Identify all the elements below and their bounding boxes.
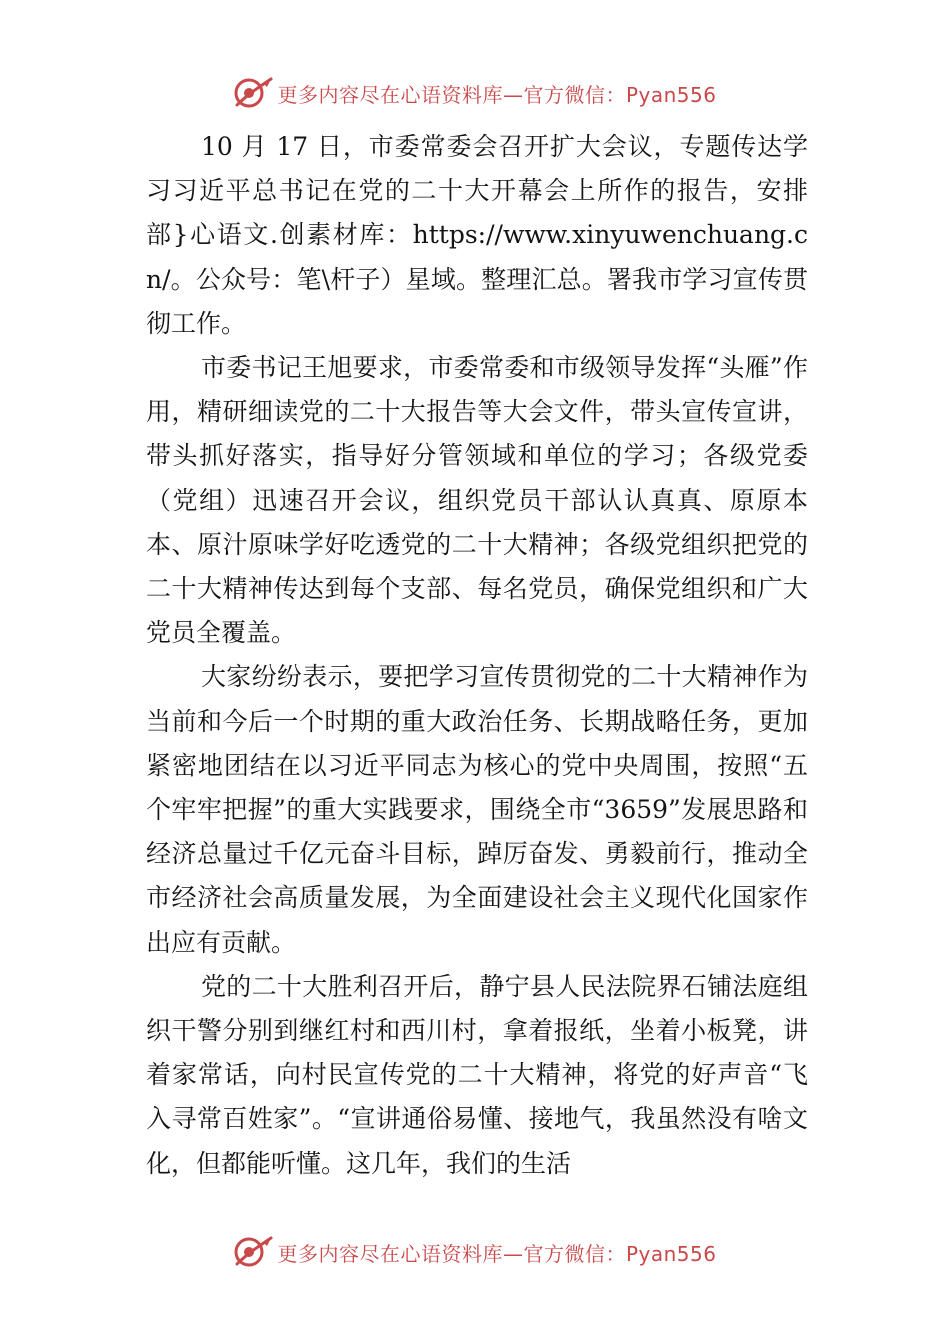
footer-banner: [0, 1227, 950, 1277]
paragraph: 党的二十大胜利召开后，静宁县人民法院界石铺法庭组织干警分别到继红村和西川村，拿着报纸，坐着小板凳，讲着家常话，向村民宣传党的二十大精神，将党的好声音“飞入寻常百姓家”。“宣讲通俗易懂、接地气，我虽然没有啥文化，但都能听懂。这几年，我们的生活: [146, 971, 808, 1178]
brush-logo-icon: [233, 75, 273, 111]
header-banner: [0, 68, 950, 118]
paragraph: 10 月 17 日，市委常委会召开扩大会议，专题传达学习习近平总书记在党的二十大开幕会上所作的报告，安排部}心语文.创素材库：https://www.xinyuwenchuang.cn/。公众号：笔\杆子）星域。整理汇总。署我市学习宣传贯彻工作。: [146, 132, 808, 338]
document-body: [146, 125, 808, 1186]
paragraph: 市委书记王旭要求，市委常委和市级领导发挥“头雁”作用，精研细读党的二十大报告等大会文件，带头宣传宣讲，带头抓好落实，指导好分管领域和单位的学习；各级党委（党组）迅速召开会议，组织党员干部认认真真、原原本本、原汁原味学好吃透党的二十大精神；各级党组织把党的二十大精神传达到每个支部、每名党员，确保党组织和广大党员全覆盖。: [146, 353, 808, 648]
header-banner-text: 更多内容尽在心语资料库—官方微信：Pyan556: [277, 82, 717, 107]
footer-banner-text: 更多内容尽在心语资料库—官方微信：Pyan556: [277, 1241, 717, 1266]
brush-logo-icon: [233, 1234, 273, 1270]
paragraph: 大家纷纷表示，要把学习宣传贯彻党的二十大精神作为当前和今后一个时期的重大政治任务、长期战略任务，更加紧密地团结在以习近平同志为核心的党中央周围，按照“五个牢牢把握”的重大实践要求，围绕全市“3659”发展思路和经济总量过千亿元奋斗目标，踔厉奋发、勇毅前行，推动全市经济社会高质量发展，为全面建设社会主义现代化国家作出应有贡献。: [146, 662, 808, 957]
